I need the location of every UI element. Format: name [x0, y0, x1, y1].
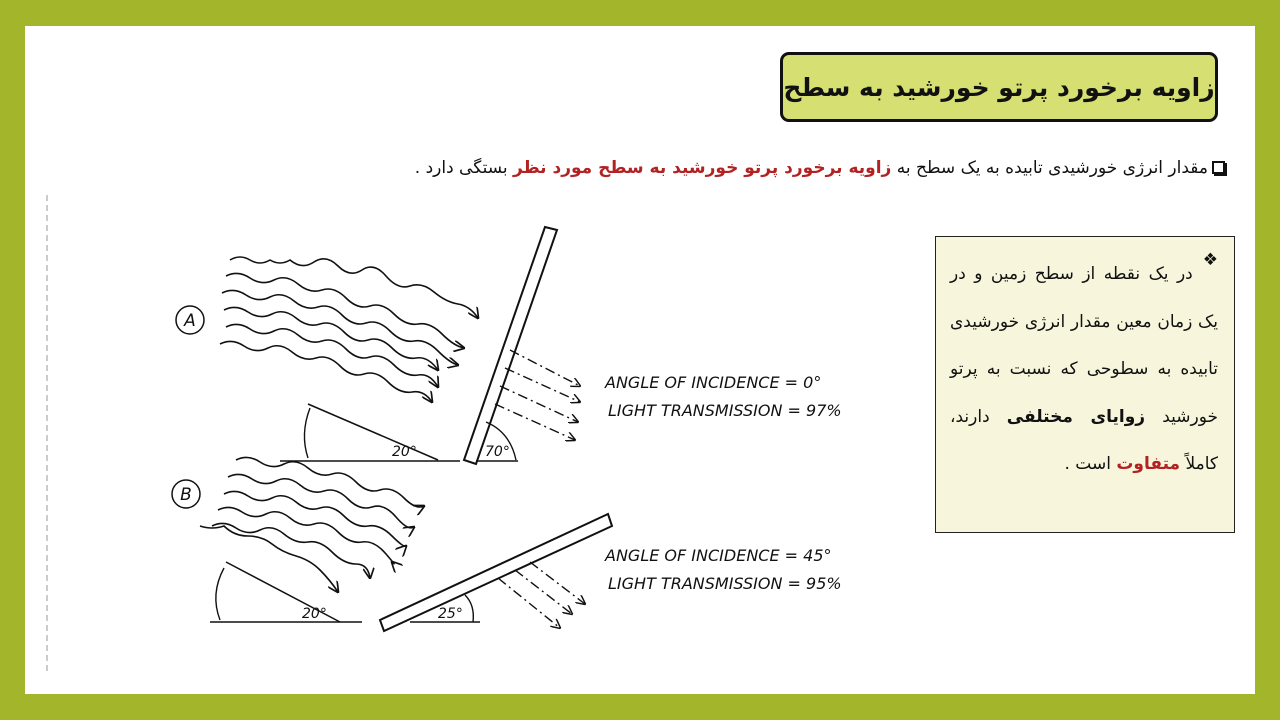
glass-pane-b — [380, 514, 612, 631]
label-b: B — [180, 485, 192, 505]
sun-angle-b: 20° — [302, 606, 327, 622]
sun-angle-arc-b — [216, 568, 224, 620]
incidence-b: ANGLE OF INCIDENCE = 45° — [605, 546, 832, 565]
diagram-b — [172, 457, 842, 631]
sun-rays-b — [200, 457, 424, 592]
intro-text-before: مقدار انرژی خورشیدی تابیده به یک سطح به — [891, 158, 1208, 178]
intro-text-highlight: زاویه برخورد پرتو خورشید به سطح مورد نظر — [513, 158, 892, 178]
sun-angle-a: 20° — [392, 444, 417, 460]
sun-rays-a — [220, 257, 478, 402]
intro-text-after: بستگی دارد . — [414, 158, 514, 178]
note-red-text: متفاوت — [1116, 454, 1181, 474]
incidence-diagram — [40, 190, 890, 680]
glass-pane-a — [464, 227, 557, 464]
diamond-bullet-icon: ❖ — [1202, 250, 1218, 270]
sun-angle-arc-a — [304, 408, 310, 458]
transmission-a: LIGHT TRANSMISSION = 97% — [608, 401, 842, 420]
checkbox-bullet-icon — [1212, 161, 1225, 174]
diagram-a — [176, 227, 842, 464]
slide-title: زاویه برخورد پرتو خورشید به سطح — [783, 72, 1215, 102]
transmission-b: LIGHT TRANSMISSION = 95% — [608, 574, 842, 593]
note-bold-text: زوایای مختلفی — [1006, 406, 1146, 427]
note-text-1: در یک نقطه از سطح زمین و در یک زمان معین مقدار انرژی خورشیدی تابیده به سطوحی که نسبت به پرتو خورشید — [950, 264, 1218, 427]
tilt-arc-b — [465, 595, 473, 622]
tilt-angle-b: 25° — [438, 606, 463, 622]
sun-angle-line-a — [308, 404, 438, 460]
intro-bullet — [265, 158, 1225, 178]
slide-title-box — [780, 52, 1218, 122]
note-text-3: است . — [1064, 454, 1117, 474]
note-text-2: دارند، کاملاً — [950, 406, 1218, 474]
explanation-box — [935, 236, 1235, 533]
tilt-angle-a: 70° — [485, 444, 510, 460]
incidence-a: ANGLE OF INCIDENCE = 0° — [605, 373, 822, 392]
label-a: A — [184, 311, 196, 331]
